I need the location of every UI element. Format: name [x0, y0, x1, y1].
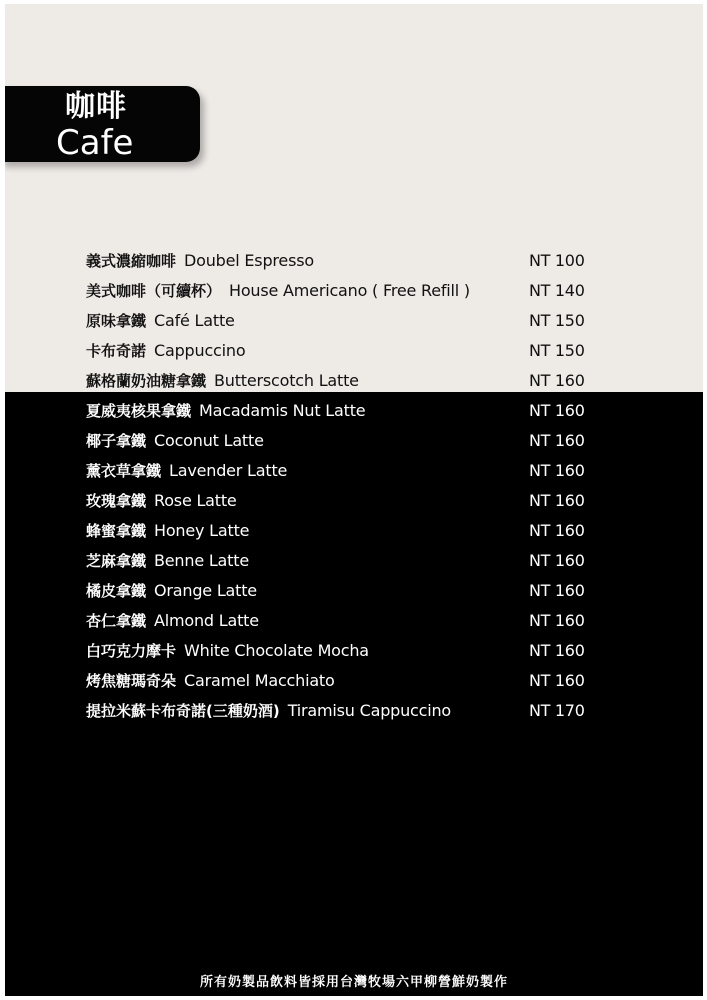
menu-list	[86, 246, 586, 726]
menu-item	[86, 546, 586, 576]
item-name-chinese: 薰衣草拿鐵	[86, 462, 162, 480]
menu-item	[86, 636, 586, 666]
section-title-english: Cafe	[56, 123, 134, 163]
menu-item	[86, 456, 586, 486]
menu-item	[86, 696, 586, 726]
item-name-chinese: 白巧克力摩卡	[86, 642, 177, 660]
section-title-tab	[5, 86, 200, 162]
item-price: NT 160	[529, 581, 585, 600]
menu-item	[86, 246, 586, 276]
item-name-english: Butterscotch Latte	[214, 371, 359, 390]
item-name-chinese: 玫瑰拿鐵	[86, 492, 147, 510]
item-name-english: Benne Latte	[154, 551, 249, 570]
item-price: NT 160	[529, 401, 585, 420]
item-name-english: Coconut Latte	[154, 431, 264, 450]
menu-item	[86, 336, 586, 366]
item-price: NT 160	[529, 641, 585, 660]
item-price: NT 160	[529, 521, 585, 540]
item-price: NT 160	[529, 491, 585, 510]
item-price: NT 160	[529, 431, 585, 450]
item-name-english: Caramel Macchiato	[184, 671, 335, 690]
menu-item	[86, 306, 586, 336]
item-price: NT 160	[529, 371, 585, 390]
item-name-chinese: 提拉米蘇卡布奇諾(三種奶酒)	[86, 702, 280, 720]
item-name-english: Cappuccino	[154, 341, 246, 360]
item-name-chinese: 義式濃縮咖啡	[86, 252, 177, 270]
item-price: NT 170	[529, 701, 585, 720]
menu-item	[86, 276, 586, 306]
item-name-chinese: 蜂蜜拿鐵	[86, 522, 147, 540]
item-price: NT 160	[529, 671, 585, 690]
item-name-english: Rose Latte	[154, 491, 237, 510]
item-name-chinese: 椰子拿鐵	[86, 432, 147, 450]
item-name-english: Café Latte	[154, 311, 235, 330]
item-name-chinese: 夏威夷核果拿鐵	[86, 402, 192, 420]
item-price: NT 160	[529, 551, 585, 570]
item-name-chinese: 蘇格蘭奶油糖拿鐵	[86, 372, 207, 390]
menu-page	[5, 4, 703, 996]
item-name-english: Tiramisu Cappuccino	[287, 701, 452, 720]
menu-item	[86, 666, 586, 696]
menu-item	[86, 516, 586, 546]
item-price: NT 150	[529, 311, 585, 330]
menu-item	[86, 366, 586, 396]
item-name-chinese: 杏仁拿鐵	[86, 612, 147, 630]
item-price: NT 160	[529, 611, 585, 630]
menu-item	[86, 576, 586, 606]
footer-note: 所有奶製品飲料皆採用台灣牧場六甲柳營鮮奶製作	[199, 975, 508, 990]
item-price: NT 150	[529, 341, 585, 360]
section-title-chinese: 咖啡	[65, 89, 127, 124]
item-name-english: Macadamis Nut Latte	[199, 401, 366, 420]
item-price: NT 140	[529, 281, 585, 300]
item-name-english: House Americano ( Free Refill )	[229, 281, 470, 300]
item-name-english: Lavender Latte	[169, 461, 288, 480]
item-price: NT 100	[529, 251, 585, 270]
menu-item	[86, 426, 586, 456]
item-name-english: Doubel Espresso	[184, 251, 314, 270]
item-name-chinese: 美式咖啡（可續杯）	[86, 282, 222, 300]
item-name-chinese: 芝麻拿鐵	[86, 552, 147, 570]
item-name-english: Orange Latte	[154, 581, 257, 600]
item-name-chinese: 烤焦糖瑪奇朵	[86, 672, 177, 690]
menu-item	[86, 396, 586, 426]
item-name-chinese: 橘皮拿鐵	[86, 582, 147, 600]
item-name-chinese: 原味拿鐵	[86, 312, 147, 330]
menu-item	[86, 606, 586, 636]
item-name-english: Honey Latte	[154, 521, 250, 540]
item-price: NT 160	[529, 461, 585, 480]
item-name-chinese: 卡布奇諾	[86, 342, 147, 360]
menu-item	[86, 486, 586, 516]
item-name-english: Almond Latte	[154, 611, 259, 630]
item-name-english: White Chocolate Mocha	[184, 641, 369, 660]
